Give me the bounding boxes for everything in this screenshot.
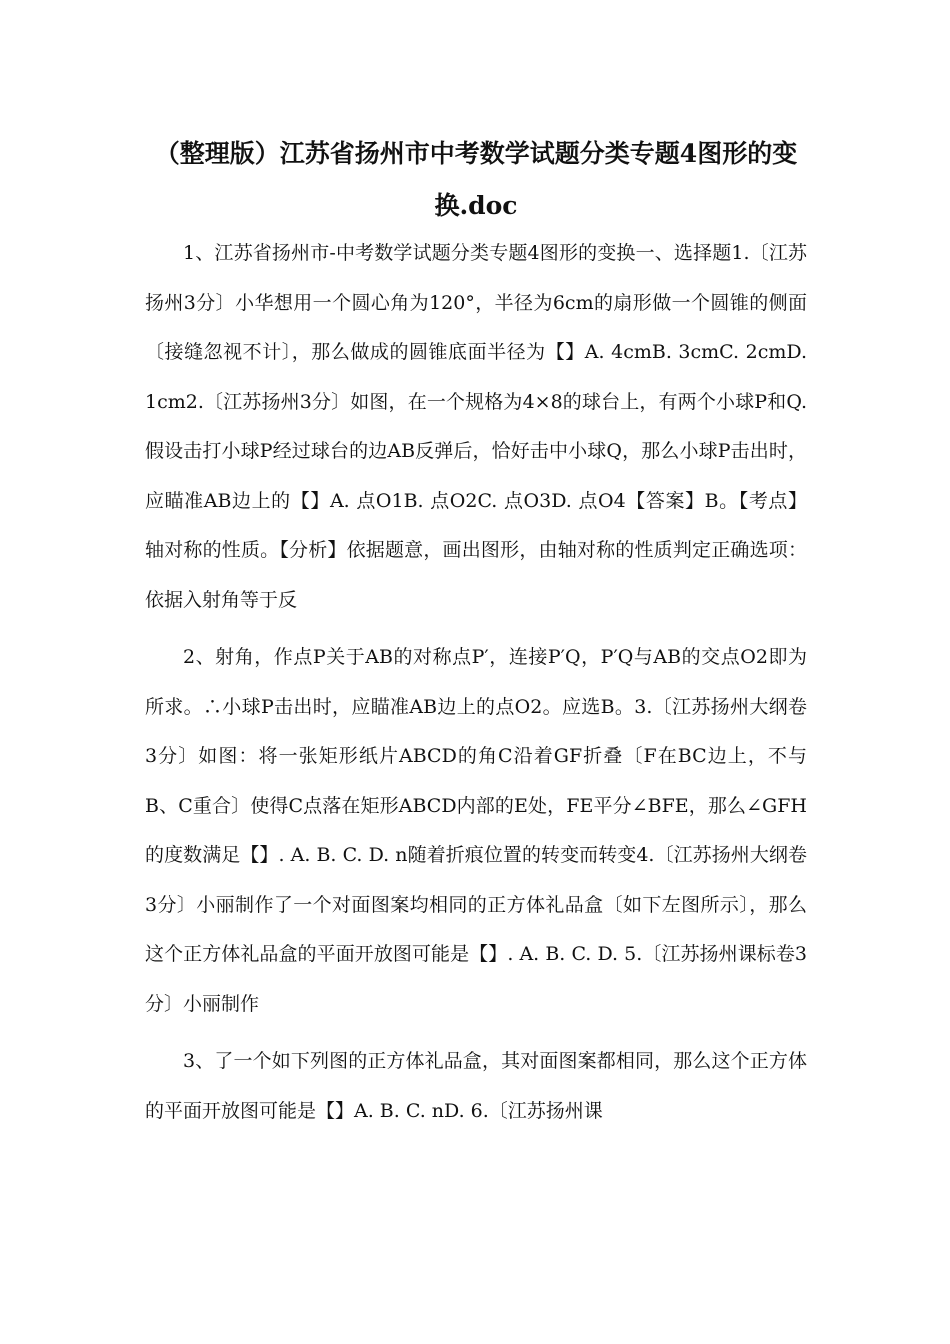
paragraph-2: 2、射角，作点P关于AB的对称点P′，连接P′Q，P′Q与AB的交点O2即为所求。∴小球P击出时，应瞄准AB边上的点O2。应选B。3.〔江苏扬州大纲卷3分〕如图：将一张矩形纸片ABCD的角C沿着GF折叠〔F在BC边上，不与B、C重合〕使得C点落在矩形ABCD内部的E处，FE平分∠BFE，那么∠GFH的度数满足【】. A. B. C. D. n随着折痕位置的转变而转变4.〔江苏扬州大纲卷3分〕小丽制作了一个对面图案均相同的正方体礼品盒〔如下左图所示〕，那么这个正方体礼品盒的平面开放图可能是【】. A. B. C. D. 5.〔江苏扬州课标卷3分〕小丽制作 bbox=[145, 646, 807, 1015]
paragraph-3: 3、了一个如下列图的正方体礼品盒，其对面图案都相同，那么这个正方体的平面开放图可能是【】A. B. C. nD. 6.〔江苏扬州课 bbox=[145, 1050, 807, 1122]
document-body bbox=[145, 229, 807, 1144]
document-title: （整理版）江苏省扬州市中考数学试题分类专题4图形的变换.doc bbox=[154, 139, 798, 220]
paragraph-1: 1、江苏省扬州市-中考数学试题分类专题4图形的变换一、选择题1.〔江苏扬州3分〕小华想用一个圆心角为120°，半径为6cm的扇形做一个圆锥的侧面〔接缝忽视不计〕，那么做成的圆锥底面半径为【】A. 4cmB. 3cmC. 2cmD. 1cm2.〔江苏扬州3分〕如图，在一个规格为4×8的球台上，有两个小球P和Q. 假设击打小球P经过球台的边AB反弹后，恰好击中小球Q，那么小球P击出时，应瞄准AB边上的【】A. 点O1B. 点O2C. 点O3D. 点O4【答案】B。【考点】轴对称的性质。【分析】依据题意，画出图形，由轴对称的性质判定正确选项：依据入射角等于反 bbox=[145, 242, 807, 611]
